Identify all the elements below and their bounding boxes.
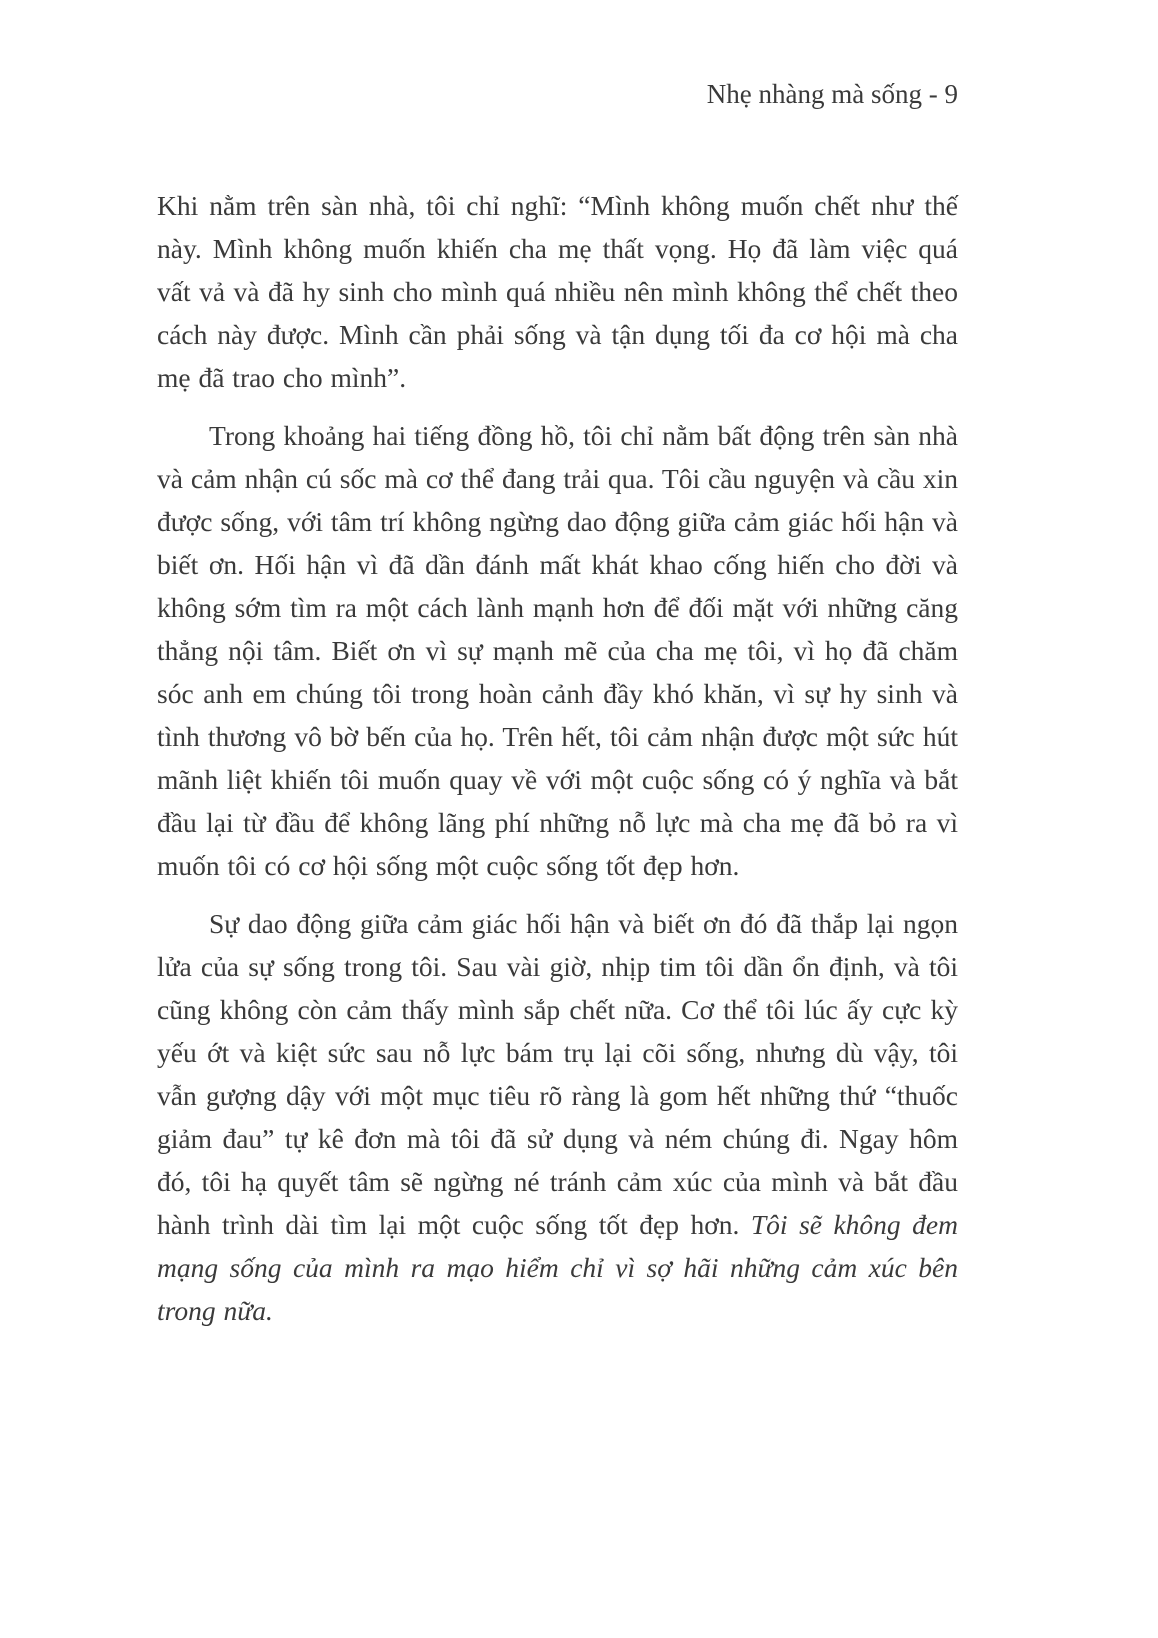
paragraph-3-text: Sự dao động giữa cảm giác hối hận và biết ơn đó đã thắp lại ngọn lửa của sự sống trong tôi. Sau vài giờ, nhịp tim tôi dần ổn định, và tôi cũng không còn cảm thấy mình sắp chết nữa. Cơ thể tôi lúc ấy cực kỳ yếu ớt và kiệt sức sau nỗ lực bám trụ lại cõi sống, nhưng dù vậy, tôi vẫn gượng dậy với một mục tiêu rõ ràng là gom hết những thứ “thuốc giảm đau” tự kê đơn mà tôi đã sử dụng và ném chúng đi. Ngay hôm đó, tôi hạ quyết tâm sẽ ngừng né tránh cảm xúc của mình và bắt đầu hành trình dài tìm lại một cuộc sống tốt đẹp hơn. xyxy=(157,908,958,1240)
paragraph-1 xyxy=(157,184,958,399)
book-title: Nhẹ nhàng mà sống xyxy=(706,79,922,109)
body-text xyxy=(157,184,958,1332)
running-head xyxy=(157,76,958,112)
paragraph-2-text: Trong khoảng hai tiếng đồng hồ, tôi chỉ nằm bất động trên sàn nhà và cảm nhận cú sốc mà cơ thể đang trải qua. Tôi cầu nguyện và cầu xin được sống, với tâm trí không ngừng dao động giữa cảm giác hối hận và biết ơn. Hối hận vì đã dần đánh mất khát khao cống hiến cho đời và không sớm tìm ra một cách lành mạnh hơn để đối mặt với những căng thẳng nội tâm. Biết ơn vì sự mạnh mẽ của cha mẹ tôi, vì họ đã chăm sóc anh em chúng tôi trong hoàn cảnh đầy khó khăn, vì sự hy sinh và tình thương vô bờ bến của họ. Trên hết, tôi cảm nhận được một sức hút mãnh liệt khiến tôi muốn quay về với một cuộc sống có ý nghĩa và bắt đầu lại từ đầu để không lãng phí những nỗ lực mà cha mẹ đã bỏ ra vì muốn tôi có cơ hội sống một cuộc sống tốt đẹp hơn. xyxy=(157,420,958,881)
paragraph-3 xyxy=(157,902,958,1332)
paragraph-2 xyxy=(157,414,958,887)
paragraph-1-text: Khi nằm trên sàn nhà, tôi chỉ nghĩ: “Mình không muốn chết như thế này. Mình không muốn khiến cha mẹ thất vọng. Họ đã làm việc quá vất vả và đã hy sinh cho mình quá nhiều nên mình không thể chết theo cách này được. Mình cần phải sống và tận dụng tối đa cơ hội mà cha mẹ đã trao cho mình”. xyxy=(157,190,958,393)
header-separator: - xyxy=(922,79,945,109)
paragraph-3-italic-sentence: Tôi sẽ không đem mạng sống của mình ra mạo hiểm chỉ vì sợ hãi những cảm xúc bên trong nữa. xyxy=(157,1209,958,1326)
page-number: 9 xyxy=(944,79,958,109)
